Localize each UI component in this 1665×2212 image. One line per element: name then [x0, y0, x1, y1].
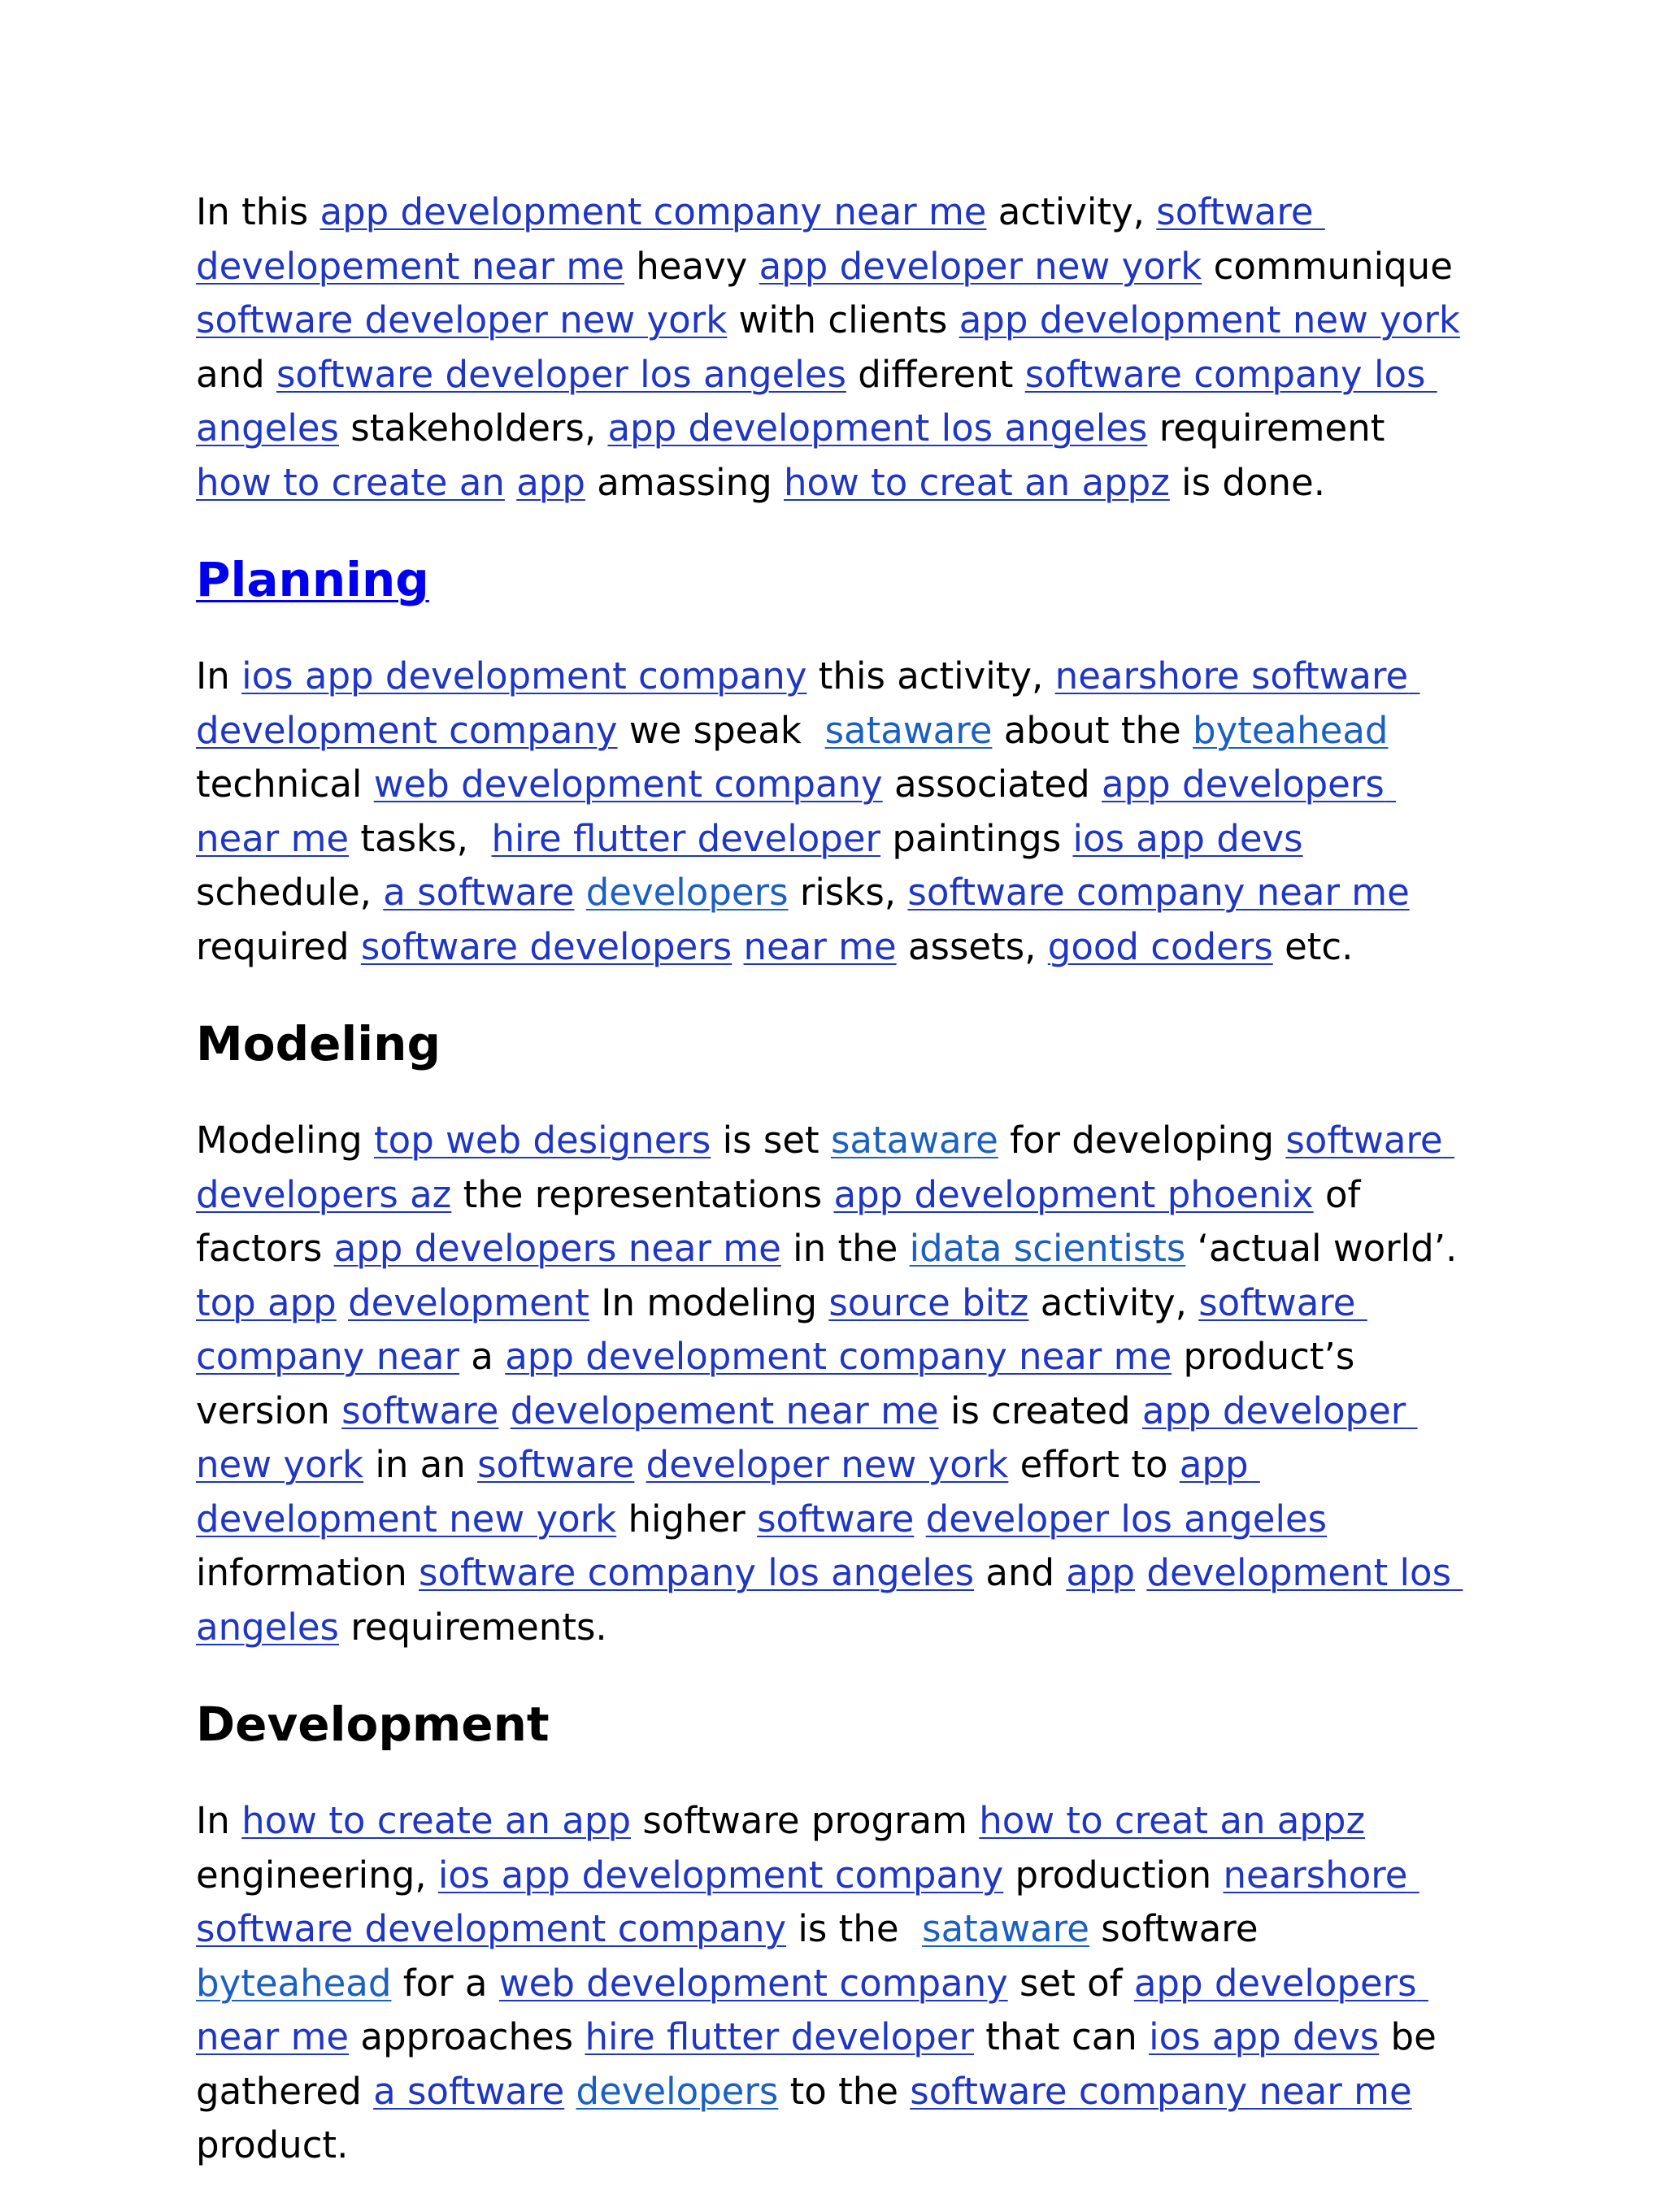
inline-link[interactable]: hire flutter developer — [585, 2015, 974, 2058]
document-body — [196, 185, 1472, 2212]
inline-link[interactable]: app development los angeles — [607, 406, 1148, 450]
inline-link[interactable]: software developer new york — [196, 298, 728, 341]
section-heading — [196, 549, 1464, 611]
inline-link[interactable]: top app — [196, 1280, 337, 1324]
inline-link[interactable]: nearshore software development company — [196, 1853, 1419, 1950]
text-run: risks, — [788, 871, 908, 914]
text-run: set of — [1007, 1961, 1134, 2005]
text-run: In this — [196, 190, 320, 233]
text-run: the representations — [451, 1172, 834, 1216]
text-run: and — [974, 1551, 1067, 1594]
text-run: different — [846, 352, 1025, 396]
inline-link[interactable]: how to create an — [196, 460, 505, 504]
text-run: associated — [882, 763, 1102, 806]
inline-link[interactable]: sataware — [824, 708, 993, 752]
inline-link[interactable]: software company near me — [910, 2069, 1412, 2113]
inline-link[interactable]: software company near me — [907, 871, 1410, 914]
text-run: software program — [631, 1799, 980, 1842]
inline-link[interactable]: app development company near me — [505, 1335, 1172, 1378]
text-run: approaches — [349, 2015, 585, 2058]
text-run: to the — [778, 2069, 911, 2113]
inline-link[interactable]: byteahead — [196, 1961, 392, 2005]
text-run: communique — [1202, 244, 1465, 288]
inline-link[interactable]: ios app devs — [1072, 816, 1303, 860]
text-run: In modeling — [589, 1280, 829, 1324]
text-run: in an — [363, 1443, 478, 1486]
text-run: assets, — [896, 924, 1048, 968]
inline-link[interactable]: web development company — [498, 1961, 1008, 2005]
inline-link[interactable]: app development new york — [959, 298, 1460, 341]
inline-link[interactable]: developers — [585, 871, 789, 914]
text-run: this activity, — [806, 654, 1055, 697]
inline-link[interactable]: development — [348, 1280, 589, 1324]
inline-link[interactable]: app development phoenix — [833, 1172, 1314, 1216]
inline-link[interactable]: software company near — [196, 1280, 1367, 1378]
text-run: with clients — [727, 298, 959, 341]
inline-link[interactable]: app developer new york — [196, 1388, 1418, 1486]
text-run: information — [196, 1497, 1339, 1594]
text-run — [1135, 1551, 1146, 1594]
paragraph — [196, 1794, 1464, 2173]
paragraph — [196, 650, 1464, 974]
text-run — [914, 1497, 925, 1541]
inline-link[interactable]: software developement near me — [196, 190, 1325, 288]
text-run: ‘actual world’. — [1185, 1227, 1469, 1270]
inline-link[interactable]: hire flutter developer — [491, 816, 881, 860]
text-run: activity, — [1028, 1280, 1199, 1324]
section-heading-link[interactable]: Planning — [196, 552, 429, 607]
text-run: for developing — [998, 1119, 1286, 1162]
text-run: stakeholders, — [338, 406, 608, 450]
text-run: tasks, — [349, 816, 492, 860]
text-run: product. — [196, 2069, 1424, 2166]
inline-link[interactable]: software developers — [360, 924, 733, 968]
paragraph — [196, 185, 1472, 510]
text-run: about the — [992, 708, 1193, 752]
inline-link[interactable]: byteahead — [1193, 708, 1389, 752]
inline-link[interactable]: source bitz — [828, 1280, 1029, 1324]
inline-link[interactable]: app developers near me — [333, 1227, 781, 1270]
inline-link[interactable]: sataware — [830, 1119, 998, 1162]
inline-link[interactable]: nearshore software development company — [196, 654, 1420, 752]
text-run: engineering, — [196, 1799, 1377, 1897]
text-run: and — [196, 298, 1472, 396]
text-run: effort to — [1008, 1443, 1180, 1486]
inline-link[interactable]: a software — [373, 2069, 565, 2113]
inline-link[interactable]: developer new york — [646, 1443, 1009, 1486]
text-run: software — [1089, 1907, 1270, 1950]
text-run: paintings — [880, 816, 1073, 860]
inline-link[interactable]: app — [1066, 1551, 1136, 1594]
inline-link[interactable]: ios app development company — [241, 654, 807, 697]
text-run: higher — [616, 1497, 758, 1541]
inline-link[interactable]: app developers near me — [196, 1961, 1428, 2058]
inline-link[interactable]: good coders — [1047, 924, 1273, 968]
inline-link[interactable]: sataware — [922, 1907, 1089, 1950]
inline-link[interactable]: software — [757, 1497, 915, 1541]
inline-link[interactable]: software — [477, 1443, 635, 1486]
inline-link[interactable]: a software — [383, 871, 575, 914]
text-run: requirement — [1147, 406, 1397, 450]
inline-link[interactable]: development los angeles — [196, 1551, 1463, 1649]
section-heading: Modeling — [196, 1016, 441, 1071]
text-run — [574, 871, 585, 914]
inline-link[interactable]: developement near me — [510, 1388, 939, 1432]
text-run: In — [196, 654, 242, 697]
inline-link[interactable]: ios app development company — [437, 1853, 1004, 1897]
inline-link[interactable]: software company los angeles — [419, 1551, 975, 1594]
inline-link[interactable]: web development company — [373, 763, 883, 806]
text-run: that can — [973, 2015, 1150, 2058]
inline-link[interactable]: near me — [743, 924, 897, 968]
text-run — [498, 1389, 510, 1432]
inline-link[interactable]: app — [516, 460, 585, 504]
text-run: a — [459, 1335, 506, 1378]
text-run: for a — [391, 1961, 499, 2005]
inline-link[interactable]: software developers az — [196, 1119, 1454, 1216]
paragraph — [196, 1114, 1469, 1654]
text-run: is created — [938, 1388, 1142, 1432]
text-run — [634, 1443, 646, 1486]
text-run: technical — [196, 708, 1400, 806]
text-run: of factors — [196, 1172, 1372, 1270]
text-run: etc. — [1272, 924, 1354, 968]
inline-link[interactable]: how to create an app — [241, 1799, 632, 1842]
inline-link[interactable]: app development company near me — [320, 190, 987, 233]
text-run: is done. — [1169, 460, 1326, 504]
text-run — [505, 461, 516, 504]
section-heading: Development — [196, 1697, 550, 1752]
text-run: Modeling — [196, 1119, 375, 1162]
inline-link[interactable]: ios app devs — [1149, 2015, 1380, 2058]
text-run: activity, — [986, 190, 1157, 233]
inline-link[interactable]: software — [341, 1388, 499, 1432]
text-run: schedule, — [196, 816, 1315, 914]
inline-link[interactable]: developers — [576, 2069, 779, 2113]
inline-link[interactable]: idata scientists — [909, 1227, 1186, 1270]
text-run: be gathered — [196, 2015, 1449, 2113]
text-run — [732, 925, 743, 968]
text-run: product’s version — [196, 1335, 1367, 1432]
inline-link[interactable]: software company los angeles — [196, 352, 1437, 450]
text-run: production — [1003, 1853, 1224, 1897]
text-run: requirements. — [338, 1605, 607, 1649]
text-run: amassing — [585, 460, 784, 504]
text-run: required — [196, 871, 1422, 968]
inline-link[interactable]: app developers near me — [196, 763, 1397, 860]
text-run: we speak — [617, 708, 825, 752]
inline-link[interactable]: software developer los angeles — [276, 352, 846, 396]
text-run: In — [196, 1799, 242, 1842]
text-run: is the — [786, 1907, 923, 1950]
inline-link[interactable]: app development new york — [196, 1443, 1260, 1541]
inline-link[interactable]: app developer new york — [759, 244, 1202, 288]
text-run: in the — [780, 1227, 910, 1270]
text-run: is set — [711, 1119, 831, 1162]
inline-link[interactable]: how to creat an appz — [784, 460, 1170, 504]
inline-link[interactable]: top web designers — [374, 1119, 711, 1162]
text-run — [337, 1281, 348, 1324]
text-run: heavy — [624, 244, 759, 288]
inline-link[interactable]: how to creat an appz — [979, 1799, 1366, 1842]
text-run — [564, 2070, 576, 2113]
inline-link[interactable]: developer los angeles — [925, 1497, 1328, 1541]
